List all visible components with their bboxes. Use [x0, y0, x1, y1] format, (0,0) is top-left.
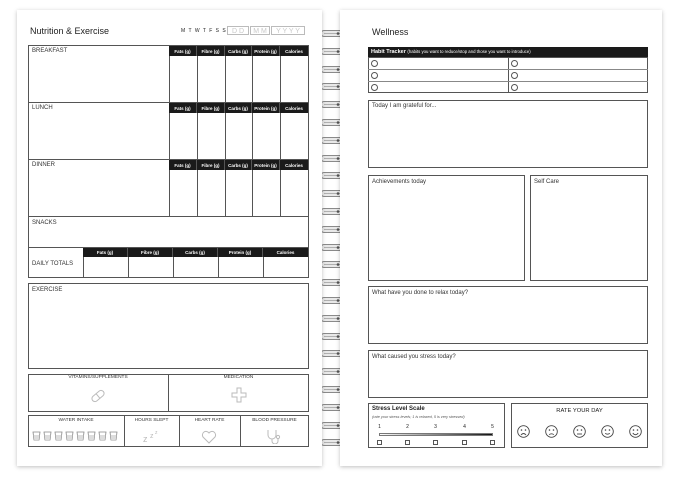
- macro-header: Fats (g): [169, 160, 197, 170]
- svg-text:z: z: [143, 434, 148, 443]
- stress-scale-title: Stress Level Scale: [372, 406, 425, 412]
- sleep-icon: [142, 429, 162, 443]
- macro-cell[interactable]: [225, 113, 252, 159]
- macro-cell[interactable]: [252, 170, 280, 216]
- stress-number: 2: [406, 424, 409, 430]
- habit-checkbox[interactable]: [511, 72, 518, 79]
- totals-header: Calories: [263, 248, 309, 257]
- rate-day-title: RATE YOUR DAY: [556, 408, 603, 414]
- cross-icon: [231, 387, 247, 403]
- macro-cell[interactable]: [280, 56, 309, 102]
- nutrition-page: [17, 10, 322, 466]
- grateful-label: Today I am grateful for...: [372, 103, 437, 109]
- self-care-box[interactable]: [530, 175, 648, 281]
- vitamins-label: VITAMINS/SUPPLEMENTS: [68, 375, 128, 380]
- macro-header: Carbs (g): [225, 46, 252, 56]
- habit-checkbox[interactable]: [511, 84, 518, 91]
- habit-checkbox[interactable]: [371, 72, 378, 79]
- very-sad-face-icon[interactable]: [517, 425, 530, 438]
- glass-icon[interactable]: [87, 431, 96, 441]
- habit-tracker-header: [368, 47, 648, 57]
- totals-cell[interactable]: [128, 257, 173, 278]
- glass-icon[interactable]: [32, 431, 41, 441]
- stress-number: 1: [378, 424, 381, 430]
- macro-header: Fats (g): [169, 46, 197, 56]
- macro-cell[interactable]: [252, 56, 280, 102]
- date-year-field[interactable]: Y Y Y Y: [271, 26, 305, 35]
- macro-header: Calories: [280, 160, 309, 170]
- macro-header: Fibre (g): [197, 103, 225, 113]
- very-happy-face-icon[interactable]: [629, 425, 642, 438]
- stress-checkbox[interactable]: [490, 440, 495, 445]
- totals-header: Fibre (g): [128, 248, 173, 257]
- macro-header: Carbs (g): [225, 160, 252, 170]
- stress-number: 3: [434, 424, 437, 430]
- wellness-page: [340, 10, 662, 466]
- grateful-box[interactable]: [368, 100, 648, 168]
- habit-tracker-title: Habit Tracker: [371, 49, 406, 55]
- macro-header: Fats (g): [169, 103, 197, 113]
- stress-checkbox[interactable]: [462, 440, 467, 445]
- daily-totals-label: DAILY TOTALS: [32, 261, 74, 267]
- page-title: Nutrition & Exercise: [30, 26, 110, 36]
- hours-slept-label: HOURS SLEPT: [134, 418, 169, 423]
- medication-label: MEDICATION: [223, 375, 254, 380]
- totals-cell[interactable]: [263, 257, 309, 278]
- divider: [368, 81, 648, 82]
- macro-cell[interactable]: [169, 56, 197, 102]
- macro-cell[interactable]: [252, 113, 280, 159]
- totals-header: Fats (g): [83, 248, 128, 257]
- macro-cell[interactable]: [280, 170, 309, 216]
- stress-cause-label: What caused you stress today?: [372, 354, 456, 360]
- pill-icon: [89, 387, 107, 405]
- macro-cell[interactable]: [197, 113, 225, 159]
- macro-cell[interactable]: [225, 56, 252, 102]
- divider: [368, 69, 648, 70]
- meal-label: LUNCH: [32, 105, 53, 111]
- svg-text:z: z: [155, 430, 158, 436]
- totals-cell[interactable]: [83, 257, 128, 278]
- exercise-box[interactable]: [28, 283, 309, 369]
- totals-cell[interactable]: [173, 257, 218, 278]
- totals-header: Protein (g): [218, 248, 263, 257]
- relax-label: What have you done to relax today?: [372, 290, 469, 296]
- totals-cell[interactable]: [218, 257, 263, 278]
- achievements-box[interactable]: [368, 175, 525, 281]
- glass-icon[interactable]: [65, 431, 74, 441]
- heart-icon: [201, 430, 217, 444]
- stress-scale-subtitle: (rate your stress levels; 1 is relaxed, 5 is very stressed): [372, 415, 465, 419]
- habit-checkbox[interactable]: [511, 60, 518, 67]
- macro-cell[interactable]: [197, 170, 225, 216]
- meal-label: BREAKFAST: [32, 48, 68, 54]
- macro-header: Carbs (g): [225, 103, 252, 113]
- macro-header: Calories: [280, 46, 309, 56]
- totals-header: Carbs (g): [173, 248, 218, 257]
- stress-gradient-bar: [379, 433, 493, 436]
- glass-icon[interactable]: [109, 431, 118, 441]
- habit-checkbox[interactable]: [371, 84, 378, 91]
- macro-header: Fibre (g): [197, 160, 225, 170]
- divider: [28, 216, 309, 217]
- neutral-face-icon[interactable]: [573, 425, 586, 438]
- water-intake-label: WATER INTAKE: [58, 418, 94, 423]
- macro-cell[interactable]: [225, 170, 252, 216]
- macro-header: Calories: [280, 103, 309, 113]
- date-day-field[interactable]: D D: [227, 26, 249, 35]
- date-month-field[interactable]: M M: [250, 26, 270, 35]
- svg-text:z: z: [150, 433, 154, 440]
- macro-header: Fibre (g): [197, 46, 225, 56]
- habit-checkbox[interactable]: [371, 60, 378, 67]
- stress-checkbox[interactable]: [405, 440, 410, 445]
- happy-face-icon[interactable]: [601, 425, 614, 438]
- macro-header: Protein (g): [252, 160, 280, 170]
- blood-pressure-label: BLOOD PRESSURE: [252, 418, 297, 423]
- weekday-selector[interactable]: M T W T F S S: [181, 28, 227, 34]
- heart-rate-label: HEART RATE: [194, 418, 225, 423]
- self-care-label: Self Care: [534, 179, 560, 185]
- macro-header: Protein (g): [252, 46, 280, 56]
- macro-header: Protein (g): [252, 103, 280, 113]
- macro-cell[interactable]: [169, 170, 197, 216]
- macro-cell[interactable]: [169, 113, 197, 159]
- meal-label: DINNER: [32, 162, 56, 168]
- snacks-label: SNACKS: [32, 220, 57, 226]
- glass-icon[interactable]: [98, 431, 107, 441]
- divider: [508, 57, 509, 93]
- macro-cell[interactable]: [197, 56, 225, 102]
- glass-icon[interactable]: [54, 431, 63, 441]
- glass-icon[interactable]: [76, 431, 85, 441]
- sad-face-icon[interactable]: [545, 425, 558, 438]
- page-title: Wellness: [372, 27, 409, 37]
- stress-number: 4: [463, 424, 466, 430]
- stress-checkbox[interactable]: [433, 440, 438, 445]
- habit-tracker-subtitle: (habits you want to reduce/stop and those you want to introduce): [407, 49, 531, 54]
- macro-cell[interactable]: [280, 113, 309, 159]
- stethoscope-icon: [265, 429, 283, 444]
- stress-number: 5: [491, 424, 494, 430]
- glass-icon[interactable]: [43, 431, 52, 441]
- stress-checkbox[interactable]: [377, 440, 382, 445]
- exercise-label: EXERCISE: [32, 287, 63, 293]
- achievements-label: Achievements today: [372, 179, 427, 185]
